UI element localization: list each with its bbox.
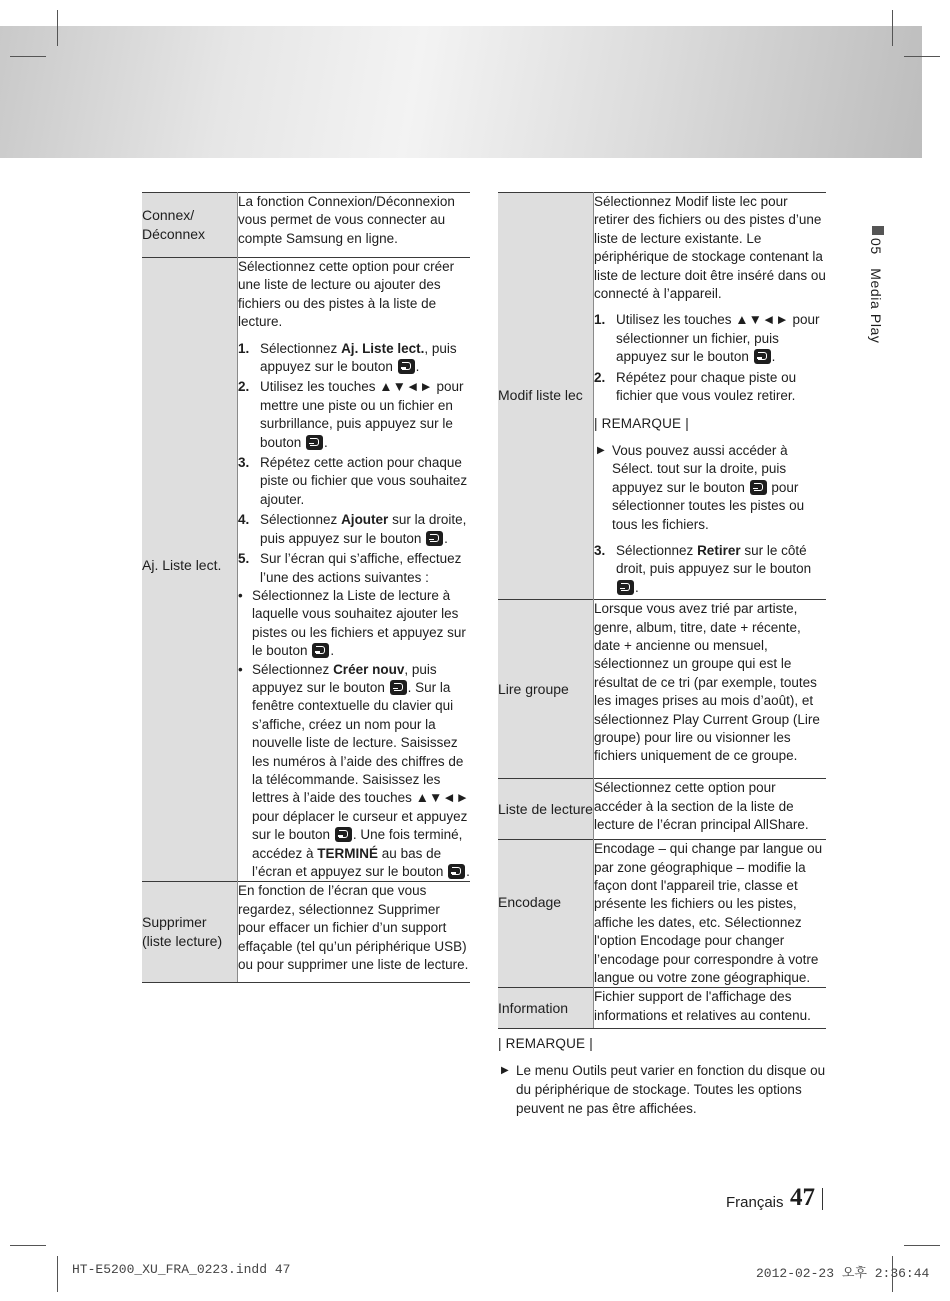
step-item (594, 542, 826, 597)
bullet-bold: Créer nouv (333, 661, 405, 677)
enter-button-icon (306, 435, 323, 450)
table-row (498, 779, 826, 840)
table-row (142, 193, 470, 258)
enter-button-icon (335, 827, 352, 842)
note-heading: | REMARQUE | (498, 1036, 593, 1051)
note-item (498, 1061, 826, 1118)
tab-marker (872, 226, 884, 235)
option-label-cell (498, 600, 594, 779)
note-text: pour sélectionner toutes les pistes ou tous les fichiers. (612, 479, 805, 532)
crop-mark (10, 1245, 46, 1246)
option-label: Connex/ Déconnex (142, 207, 206, 242)
option-label: Information (498, 999, 569, 1016)
steps-list (238, 340, 470, 587)
step-text: . (771, 349, 776, 365)
option-description (238, 193, 471, 258)
option-label: Aj. Liste lect. (142, 556, 222, 573)
step-text: . (444, 530, 448, 546)
step-text: sur le côté droit, puis appuyez sur le bouton (616, 542, 812, 577)
enter-button-icon (426, 531, 443, 546)
step-item (594, 369, 826, 406)
bullet-list (238, 587, 470, 882)
step-text: Répétez pour chaque piste ou fichier que vous voulez retirer. (616, 369, 797, 404)
description-text: Encodage – qui change par langue ou par zone géographique – modifie la façon dont l'appareil trie, classe et présente les fichiers ou les pistes, affiche les dates, etc. Sélectionnez l'option Encodage pour changer l’encodage pour correspondre à votre langue ou votre zone géographique. (594, 841, 823, 985)
option-label: Encodage (498, 894, 562, 911)
bullet-item: • Sélectionnez Créer nouv, puis appuyez sur le bouton . Sur la fenêtre contextuelle du clavier qui s’affiche, créez un nom pour la nouvelle liste de lecture. Saisissez les numéros à l’aide des chiffres de la télécommande. Saisissez les lettres à l’aide des touches ▲▼◄► pour déplacer le curseur et appuyez sur le bouton . Une fois terminé, accédez à TERMINÉ au bas de l’écran et appuyez sur le bouton . (238, 661, 470, 879)
step-number: 4. (238, 512, 250, 528)
step-bold: Ajouter (341, 512, 389, 528)
bullet-text: au bas de l’écran et appuyez sur le bouton (252, 845, 448, 879)
bullet-text: Sélectionnez la Liste de lecture à laquelle vous souhaitez ajouter les pistes ou les fichiers et appuyez sur le bouton (252, 587, 466, 659)
step-bold: Aj. Liste lect. (341, 340, 425, 356)
step-text: Utilisez les touches ▲▼◄► pour mettre une piste ou un fichier en surbrillance, puis appuyez sur le bouton (260, 379, 464, 450)
option-label-cell (498, 988, 594, 1029)
option-label-cell (498, 779, 594, 840)
step-text: . (324, 434, 328, 450)
bullet-text: . Une fois terminé, accédez à (252, 827, 463, 861)
enter-button-icon (750, 480, 767, 495)
option-description (594, 193, 827, 600)
header-band (0, 26, 922, 158)
description-text: Sélectionnez Modif liste lec pour retirer des fichiers ou des pistes d’une liste de lecture existante. Le périphérique de stockage contenant la liste de lecture doit être inséré dans ou connecté à l’appareil. (594, 194, 826, 302)
note-heading: | REMARQUE | (594, 416, 689, 432)
crop-mark (904, 1245, 940, 1246)
step-text: Utilisez les touches ▲▼◄► pour sélectionner un fichier, puis appuyez sur le bouton (616, 312, 820, 365)
step-text: . (415, 359, 420, 375)
enter-button-icon (448, 864, 465, 879)
crop-mark (892, 10, 893, 46)
step-item (238, 454, 470, 509)
option-label-cell (142, 882, 238, 983)
triangle-bullet-icon: ▶ (597, 444, 605, 456)
enter-button-icon (754, 349, 771, 364)
option-description (238, 258, 471, 882)
option-label: Modif liste lec (498, 387, 583, 403)
crop-mark (10, 56, 46, 57)
note-text: Vous pouvez aussi accéder à Sélect. tout sur la droite, puis appuyez sur le bouton (612, 442, 788, 495)
step-item (238, 340, 470, 377)
option-label-cell (498, 193, 594, 600)
right-options-table (498, 192, 826, 1029)
option-description (238, 882, 471, 983)
bullet-text: . (330, 643, 335, 659)
footer-language: Français (726, 1194, 784, 1211)
table-row (498, 840, 826, 988)
steps-list (594, 542, 826, 597)
step-number: 5. (238, 551, 250, 567)
option-label-cell (498, 840, 594, 988)
enter-button-icon (390, 680, 407, 695)
step-bold: Retirer (697, 542, 741, 558)
bullet-text: Sélectionnez (252, 661, 334, 677)
step-number: 1. (238, 340, 250, 356)
option-description (594, 779, 827, 840)
crop-mark (57, 10, 58, 46)
steps-list (594, 311, 826, 405)
footer-divider (822, 1188, 823, 1210)
note-text: Le menu Outils peut varier en fonction du disque ou du périphérique de stockage. Toutes les options peuvent ne pas être affichées. (516, 1063, 826, 1116)
bullet-item: • Sélectionnez la Liste de lecture à laquelle vous souhaitez ajouter les pistes ou les fichiers et appuyez sur le bouton . (238, 587, 466, 659)
description-text: La fonction Connexion/Déconnexion vous permet de vous connecter au compte Samsung en ligne. (238, 194, 455, 246)
crop-mark (904, 56, 940, 57)
section-tab-label (868, 238, 884, 344)
option-description (594, 988, 827, 1029)
description-text: Sélectionnez cette option pour créer une liste de lecture ou ajouter des fichiers ou des pistes à la liste de lecture. (238, 259, 455, 330)
section-number: 05 (868, 238, 884, 255)
description-text: Fichier support de l'affichage des informations et relatives au contenu. (594, 989, 811, 1023)
step-text: Sur l’écran qui s’affiche, effectuez l’une des actions suivantes : (260, 551, 462, 585)
table-row (498, 600, 826, 779)
step-item (238, 550, 470, 587)
enter-button-icon (398, 359, 415, 374)
bullet-bold: TERMINÉ (317, 845, 379, 861)
table-row (142, 882, 470, 983)
enter-button-icon (312, 643, 329, 658)
description-text: Lorsque vous avez trié par artiste, genre, album, titre, date + récente, date + ancienne ou mensuel, sélectionnez un groupe qui est le résultat de ce tri (par exemple, toutes les images prises au mois d’août), et sélectionnez Play Current Group (Lire groupe) pour lire ou visionner les fichiers uniquement de ce groupe. (594, 601, 820, 764)
table-row (142, 258, 470, 882)
table-row (498, 193, 826, 600)
step-number: 3. (238, 455, 250, 471)
option-label: Liste de lecture (498, 800, 593, 817)
print-date-info: 2012-02-23 오후 2:36:44 (756, 1266, 930, 1281)
step-text: , puis appuyez sur le bouton (260, 340, 457, 375)
bullet-text: . (466, 864, 470, 879)
bullet-text: , puis appuyez sur le bouton (252, 661, 437, 695)
step-item (238, 511, 470, 548)
print-file-info: HT-E5200_XU_FRA_0223.indd 47 (72, 1262, 291, 1277)
description-text: En fonction de l’écran que vous regardez, sélectionnez Supprimer pour effacer un fichier d’un support effaçable (tel qu’un périphérique USB) ou pour supprimer une liste de lecture. (238, 883, 469, 973)
crop-mark (57, 1256, 58, 1292)
note-item (594, 442, 826, 534)
table-row (498, 988, 826, 1029)
option-description (594, 600, 827, 779)
option-description (594, 840, 827, 988)
option-label: Lire groupe (498, 680, 569, 697)
section-title: Media Play (868, 268, 884, 344)
step-item (238, 378, 470, 452)
bottom-note (498, 1034, 826, 1118)
step-text: sur la droite, puis appuyez sur le bouton (260, 512, 467, 546)
step-number: 2. (594, 369, 606, 385)
option-label: Supprimer (liste lecture) (142, 914, 223, 950)
option-label-cell (142, 193, 238, 258)
option-label-cell (142, 258, 238, 882)
page-number: 47 (790, 1184, 815, 1211)
triangle-bullet-icon: ▶ (501, 1065, 509, 1076)
step-text: Sélectionnez (260, 512, 342, 528)
bullet-text: . Sur la fenêtre contextuelle du clavier qui s’affiche, créez un nom pour la nouvelle liste de lecture. Saisissez les numéros à l’aide des chiffres de la télécommande. Saisissez les lettres à l’aide des touches ▲▼◄► pour déplacer le curseur et appuyez sur le bouton (252, 679, 470, 843)
step-text: Répétez cette action pour chaque piste ou fichier que vous souhaitez ajouter. (260, 455, 468, 507)
step-number: 2. (238, 379, 250, 395)
enter-button-icon (617, 580, 634, 595)
description-text: Sélectionnez cette option pour accéder à la section de la liste de lecture de l’écran principal AllShare. (594, 780, 809, 832)
left-options-table (142, 192, 470, 983)
step-number: 1. (594, 312, 606, 328)
step-text: Sélectionnez (260, 340, 342, 356)
step-text: Sélectionnez (616, 542, 698, 558)
step-number: 3. (594, 542, 606, 558)
step-item (594, 311, 826, 366)
step-text: . (635, 579, 639, 595)
